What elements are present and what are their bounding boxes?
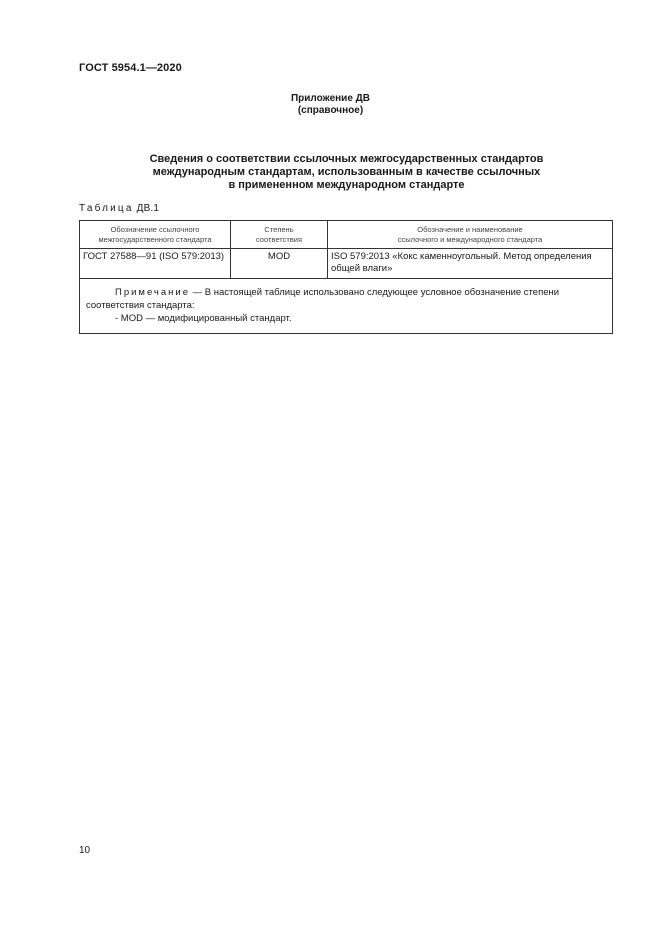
column-header-designation <box>80 221 231 249</box>
section-heading <box>100 153 593 192</box>
reference-table <box>79 220 613 334</box>
table-row <box>80 249 613 279</box>
appendix-heading <box>0 93 661 117</box>
cell-designation: ГОСТ 27588—91 (ISO 579:2013) <box>80 249 231 279</box>
appendix-title: Приложение ДВ <box>290 93 371 104</box>
table-caption-number: ДВ.1 <box>136 203 160 214</box>
note-text: — В настоящей таблице использовано следующее условное обозначение степени соответствия стандарта: <box>86 287 560 311</box>
table-caption <box>79 203 159 214</box>
document-code: ГОСТ 5954.1—2020 <box>79 62 182 74</box>
column-header-line: соответствия <box>255 234 303 244</box>
appendix-subtitle: (справочное) <box>297 105 364 116</box>
column-header-line: Обозначение ссылочного <box>110 224 200 234</box>
cell-degree: MOD <box>231 249 328 279</box>
table-note <box>80 279 613 334</box>
column-header-line: ссылочного и международного стандарта <box>397 234 543 244</box>
note-label: Примечание <box>115 287 190 298</box>
table-header-row <box>80 221 613 249</box>
column-header-international <box>328 221 613 249</box>
note-item: - MOD — модифицированный стандарт. <box>115 313 292 324</box>
table-caption-prefix: Таблица <box>79 203 134 214</box>
column-header-line: межгосударственного стандарта <box>98 234 212 244</box>
column-header-line: Степень <box>264 224 294 234</box>
heading-line-3: в примененном международном стандарте <box>228 179 465 191</box>
heading-line-1: Сведения о соответствии ссылочных межгосударственных стандартов <box>149 153 544 165</box>
cell-international: ISO 579:2013 «Кокс каменноугольный. Метод определения общей влаги» <box>328 249 613 279</box>
heading-line-2: международным стандартам, использованным в качестве ссылочных <box>152 166 541 178</box>
column-header-line: Обозначение и наименование <box>417 224 523 234</box>
page-number: 10 <box>79 845 91 856</box>
table-note-row <box>80 279 613 334</box>
column-header-degree <box>231 221 328 249</box>
